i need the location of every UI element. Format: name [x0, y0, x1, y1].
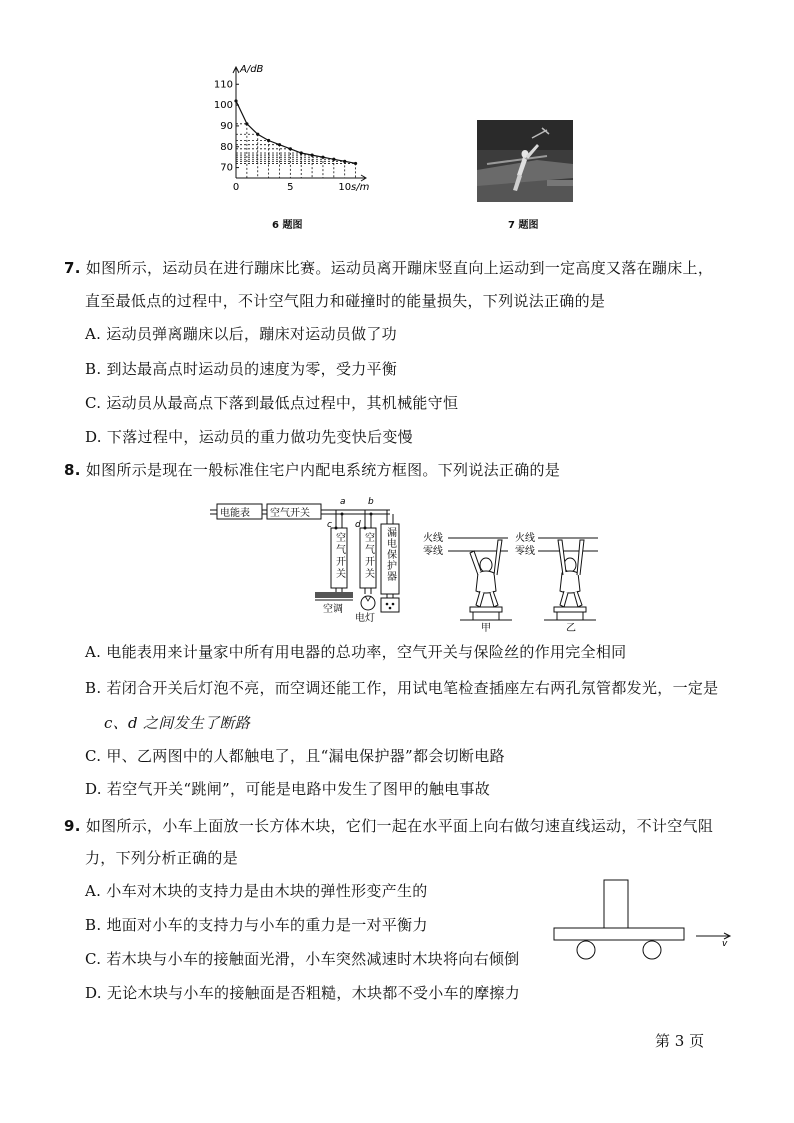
cart-wheel-right — [643, 941, 661, 959]
figure7-caption: 7 题图 — [508, 220, 539, 231]
y-tick-label: 80 — [220, 141, 233, 153]
q7-stem-line1 — [64, 257, 713, 278]
q7-option-d: D. 下落过程中，运动员的重力做功先变快后变慢 — [85, 428, 413, 446]
data-point — [310, 153, 313, 156]
data-point — [234, 99, 237, 102]
data-point — [354, 162, 357, 165]
q9-stem-text1: 如图所示，小车上面放一长方体木块，它们一起在水平面上向右做匀速直线运动，不计空气阻 — [85, 817, 714, 835]
data-point — [278, 143, 281, 146]
q8-option-b: B. 若闭合开关后灯泡不亮，而空调还能工作，用试电笔检查插座左右两孔氖管都发光，一定是 — [85, 679, 719, 697]
wood-block — [604, 880, 628, 928]
figure6-chart — [213, 62, 370, 212]
data-point — [289, 147, 292, 150]
air-switch-v1-label: 空气开关 — [333, 532, 345, 580]
q9-cart-diagram — [550, 878, 740, 963]
air-switch-label: 空气开关 — [270, 508, 310, 519]
q8-option-d: D. 若空气开关“跳闸”，可能是电路中发生了图甲的触电事故 — [85, 780, 491, 798]
x-tick-label: 10 — [338, 182, 352, 193]
q9-stem-line1 — [64, 815, 713, 836]
label-b: b — [368, 497, 374, 507]
data-point — [321, 156, 324, 159]
q8-stem-text: 如图所示是现在一般标准住宅户内配电系统方框图。下列说法正确的是 — [85, 461, 561, 479]
q9-option-c: C. 若木块与小车的接触面光滑，小车突然减速时木块将向右倾倒 — [85, 950, 520, 968]
q8-option-c: C. 甲、乙两图中的人都触电了，且“漏电保护器”都会切断电路 — [85, 747, 505, 765]
cart-wheel-left — [577, 941, 595, 959]
page-number: 第 3 页 — [655, 1032, 705, 1050]
data-point — [343, 160, 346, 163]
q9-option-b: B. 地面对小车的支持力与小车的重力是一对平衡力 — [85, 916, 428, 934]
lamp-icon — [365, 596, 371, 601]
trampoline-photo — [477, 120, 573, 202]
socket-icon — [386, 603, 395, 610]
air-switch-v2-label: 空气开关 — [362, 532, 374, 580]
data-point — [256, 133, 259, 136]
aircon-icon — [315, 592, 353, 598]
q7-stem-line2: 直至最低点的过程中，不计空气阻力和碰撞时的能量损失，下列说法正确的是 — [85, 292, 606, 310]
aircon-label: 空调 — [323, 604, 343, 615]
q9-stem-line2: 力，下列分析正确的是 — [85, 849, 239, 867]
cart-body — [554, 928, 684, 940]
q9-option-d: D. 无论木块与小车的接触面是否粗糙，木块都不受小车的摩擦力 — [85, 984, 521, 1002]
meter-label: 电能表 — [220, 508, 250, 519]
q8-option-a: A. 电能表用来计量家中所有用电器的总功率，空气开关与保险丝的作用完全相同 — [85, 643, 627, 661]
q8-number: 8. — [64, 461, 81, 479]
label-a: a — [340, 497, 346, 507]
q8-circuit-diagram — [205, 490, 420, 625]
figure6-caption: 6 题图 — [272, 220, 303, 231]
y-tick-label: 100 — [213, 100, 233, 112]
q8-electrocution-figures — [418, 525, 608, 633]
data-point — [267, 139, 270, 142]
q7-stem-text1: 如图所示，运动员在进行蹦床比赛。运动员离开蹦床竖直向上运动到一定高度又落在蹦床上， — [85, 259, 714, 277]
y-tick-label: 70 — [220, 162, 233, 174]
leak-protector-label: 漏电保护器 — [384, 527, 396, 582]
chart6-group — [214, 64, 370, 193]
q9-option-a: A. 小车对木块的支持力是由木块的弹性形变产生的 — [85, 882, 428, 900]
q8-option-b-cont: c、d 之间发生了断路 — [104, 714, 251, 732]
person-yi-icon — [544, 540, 596, 620]
data-point — [332, 158, 335, 161]
curve-line — [236, 101, 356, 163]
x-tick-label: 0 — [232, 182, 240, 193]
data-point — [245, 122, 248, 125]
q8-stem — [64, 459, 560, 480]
person-jia-icon — [460, 540, 512, 620]
velocity-label: v — [722, 939, 728, 949]
live-label-yi: 火线 — [515, 533, 535, 544]
q9-number: 9. — [64, 817, 81, 835]
y-axis-label: A/dB — [240, 64, 264, 75]
label-d: d — [355, 520, 361, 530]
q7-option-b: B. 到达最高点时运动员的速度为零，受力平衡 — [85, 360, 398, 378]
y-tick-label: 90 — [220, 120, 233, 132]
x-axis-label: s/m — [351, 182, 370, 193]
label-c: c — [327, 520, 332, 530]
y-tick-label: 110 — [213, 79, 233, 91]
neutral-label-yi: 零线 — [515, 546, 535, 557]
lamp-label: 电灯 — [355, 613, 375, 624]
q7-option-c: C. 运动员从最高点下落到最低点过程中，其机械能守恒 — [85, 394, 459, 412]
x-tick-label: 5 — [287, 182, 294, 193]
neutral-label-jia: 零线 — [423, 546, 443, 557]
fig-yi-label: 乙 — [566, 623, 576, 634]
data-point — [300, 151, 303, 154]
q7-number: 7. — [64, 259, 81, 277]
q7-option-a: A. 运动员弹离蹦床以后，蹦床对运动员做了功 — [85, 325, 397, 343]
fig-jia-label: 甲 — [481, 623, 491, 634]
live-label-jia: 火线 — [423, 533, 443, 544]
